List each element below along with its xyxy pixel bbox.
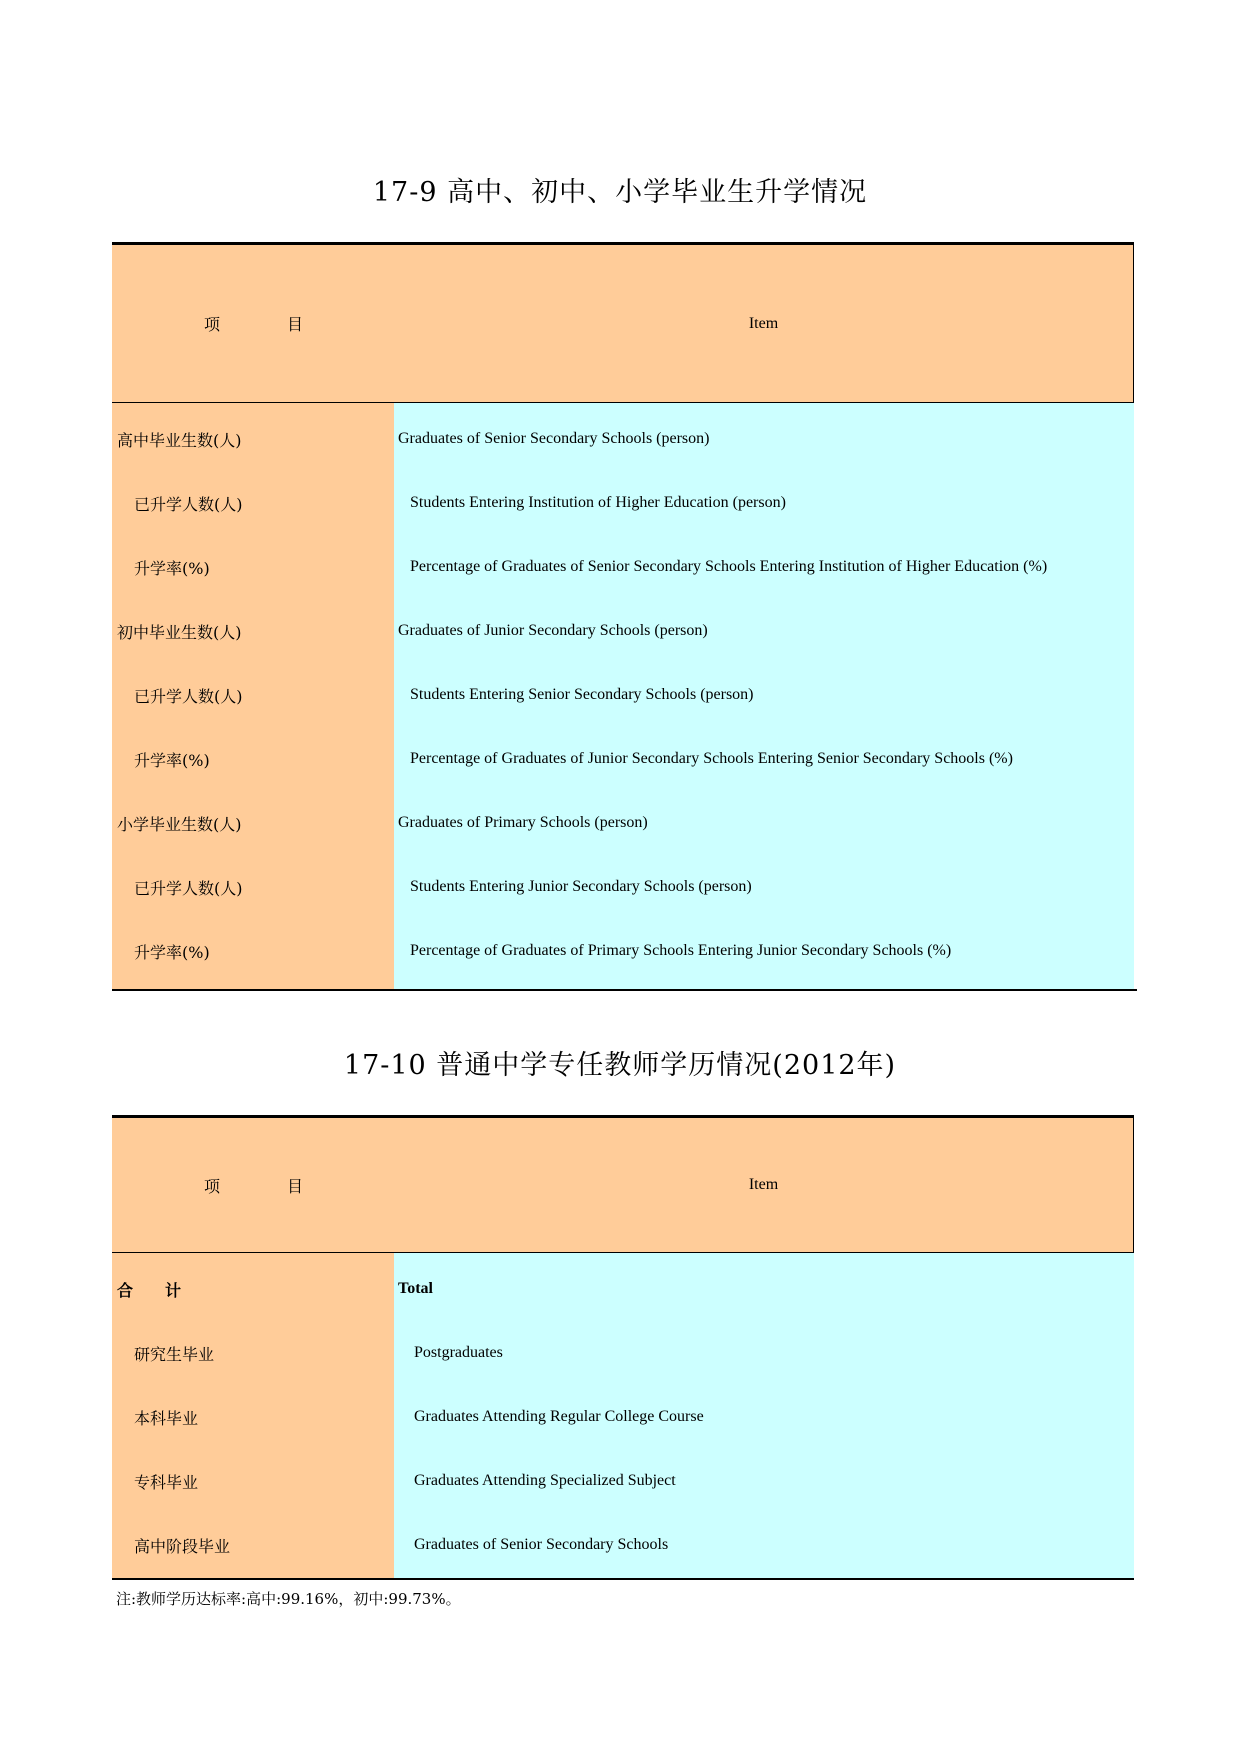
row-label-zh: 初中毕业生数(人) — [117, 622, 242, 642]
table-row — [112, 663, 1134, 727]
row-label-en: Students Entering Junior Secondary Schools (person) — [410, 878, 752, 895]
row-label-zh: 已升学人数(人) — [134, 878, 243, 898]
table-row — [112, 471, 1134, 535]
table1-header-zh-b: 目 — [287, 315, 304, 334]
row-label-zh: 升学率(%) — [134, 750, 210, 770]
row-label-en: Percentage of Graduates of Primary Schools Entering Junior Secondary Schools (%) — [410, 942, 952, 959]
table-row — [112, 535, 1134, 599]
row-label-en: Graduates of Junior Secondary Schools (person) — [398, 622, 708, 639]
table-row — [112, 855, 1134, 919]
row-label-zh: 合 计 — [117, 1280, 182, 1300]
table2-body — [112, 1253, 1134, 1578]
row-label-zh: 已升学人数(人) — [134, 494, 243, 514]
row-label-en: Graduates Attending Specialized Subject — [414, 1472, 676, 1489]
table-row — [112, 1321, 1134, 1385]
row-label-zh: 小学毕业生数(人) — [117, 814, 242, 834]
table1-header — [112, 245, 1134, 403]
table2-header — [112, 1118, 1134, 1253]
row-label-en: Total — [398, 1280, 433, 1297]
row-label-en: Students Entering Senior Secondary Schools (person) — [410, 686, 754, 703]
footnote: 注:教师学历达标率:高中:99.16%，初中:99.73%。 — [116, 1590, 461, 1608]
table1-header-zh-a: 项 — [204, 315, 221, 334]
row-label-en: Students Entering Institution of Higher Education (person) — [410, 494, 786, 511]
table2-title: 17-10 普通中学专任教师学历情况(2012年) — [343, 1050, 897, 1081]
row-label-zh: 升学率(%) — [134, 558, 210, 578]
row-label-zh: 高中阶段毕业 — [134, 1536, 231, 1556]
row-label-en: Graduates of Senior Secondary Schools (person) — [398, 430, 710, 447]
table1-header-en: Item — [748, 314, 779, 332]
row-label-zh: 高中毕业生数(人) — [117, 430, 242, 450]
row-label-zh: 本科毕业 — [134, 1408, 199, 1428]
table-row — [112, 1385, 1134, 1449]
row-label-en: Postgraduates — [414, 1344, 503, 1361]
table-row — [112, 1513, 1134, 1577]
table2-header-en: Item — [748, 1176, 779, 1193]
row-label-zh: 已升学人数(人) — [134, 686, 243, 706]
row-label-en: Percentage of Graduates of Junior Secondary Schools Entering Senior Secondary Schools (%) — [410, 750, 1013, 767]
table-row — [112, 919, 1134, 983]
row-label-en: Graduates Attending Regular College Course — [414, 1408, 704, 1425]
table-row — [112, 791, 1134, 855]
table-row — [112, 727, 1134, 791]
table-row — [112, 1449, 1134, 1513]
table-row — [112, 599, 1134, 663]
row-label-en: Graduates of Senior Secondary Schools — [414, 1536, 669, 1553]
table1-title: 17-9 高中、初中、小学毕业生升学情况 — [372, 177, 868, 208]
table-row — [112, 407, 1134, 471]
table1-body — [112, 403, 1134, 989]
row-label-zh: 研究生毕业 — [134, 1344, 215, 1364]
table2-bottom-rule — [112, 1578, 1134, 1580]
row-label-en: Percentage of Graduates of Senior Secondary Schools Entering Institution of Higher Education (%) — [410, 558, 1048, 575]
table2-header-zh-b: 目 — [287, 1176, 304, 1196]
row-label-zh: 专科毕业 — [134, 1472, 199, 1492]
row-label-en: Graduates of Primary Schools (person) — [398, 814, 648, 831]
row-label-zh: 升学率(%) — [134, 942, 210, 962]
table2-header-zh-a: 项 — [204, 1176, 221, 1196]
table-row — [112, 1257, 1134, 1321]
table1-bottom-rule — [112, 989, 1137, 991]
